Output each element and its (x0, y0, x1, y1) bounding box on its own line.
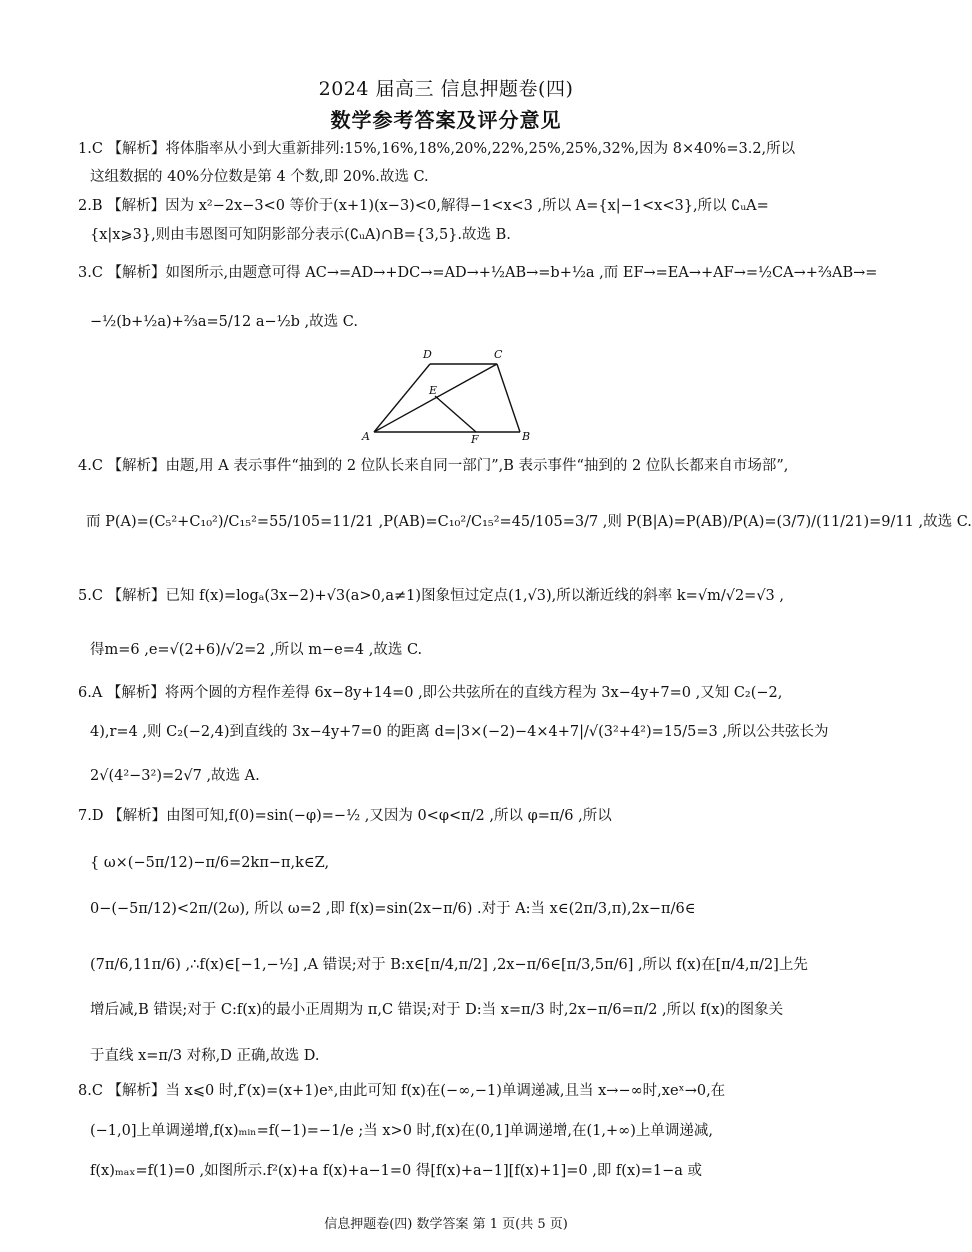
label-C: C (494, 348, 503, 361)
document-title: 2024 届高三 信息押题卷(四) (318, 78, 574, 100)
answer-line: (7π/6,11π/6) ,∴f(x)∈[−1,−½] ,A 错误;对于 B:x∈[π/4,π/2] ,2x−π/6∈[π/3,5π/6] ,所以 f(x)在[π/4,π/2]上先 (90, 957, 808, 973)
answer-line: 这组数据的 40%分位数是第 4 个数,即 20%.故选 C. (90, 169, 429, 185)
trapezoid-diagram (360, 344, 540, 444)
answer-line: 1.C 【解析】将体脂率从小到大重新排列:15%,16%,18%,20%,22%,25%,25%,32%,因为 8×40%=3.2,所以 (78, 141, 796, 157)
answer-line: f(x)ₘₐₓ=f(1)=0 ,如图所示.f²(x)+a f(x)+a−1=0 得[f(x)+a−1][f(x)+1]=0 ,即 f(x)=1−a 或 (90, 1163, 703, 1179)
answer-line: 0−(−5π/12)<2π/(2ω), 所以 ω=2 ,即 f(x)=sin(2x−π/6) .对于 A:当 x∈(2π/3,π),2x−π/6∈ (90, 901, 696, 917)
answer-line: 6.A 【解析】将两个圆的方程作差得 6x−8y+14=0 ,即公共弦所在的直线方程为 3x−4y+7=0 ,又知 C₂(−2, (78, 685, 783, 701)
answer-line: { ω×(−5π/12)−π/6=2kπ−π,k∈Z, (90, 855, 330, 871)
answer-line: 增后减,B 错误;对于 C:f(x)的最小正周期为 π,C 错误;对于 D:当 x=π/3 时,2x−π/6=π/2 ,所以 f(x)的图象关 (90, 1002, 784, 1018)
answer-line: 4),r=4 ,则 C₂(−2,4)到直线的 3x−4y+7=0 的距离 d=|3×(−2)−4×4+7|/√(3²+4²)=15/5=3 ,所以公共弦长为 (90, 724, 829, 740)
label-B: B (522, 430, 531, 443)
answer-line: 2√(4²−3²)=2√7 ,故选 A. (90, 768, 260, 784)
label-E: E (429, 384, 438, 397)
answer-line: 而 P(A)=(C₅²+C₁₀²)/C₁₅²=55/105=11/21 ,P(AB)=C₁₀²/C₁₅²=45/105=3/7 ,则 P(B|A)=P(AB)/P(A)=(3/7)/(11/21)=9/11 ,故选 C. (86, 514, 972, 530)
answer-line: 4.C 【解析】由题,用 A 表示事件“抽到的 2 位队长来自同一部门”,B 表示事件“抽到的 2 位队长都来自市场部”, (78, 458, 789, 474)
answer-line: (−1,0]上单调递增,f(x)ₘᵢₙ=f(−1)=−1/e ;当 x>0 时,f(x)在(0,1]单调递增,在(1,+∞)上单调递减, (90, 1123, 713, 1139)
document-subtitle: 数学参考答案及评分意见 (330, 108, 562, 132)
page-footer: 信息押题卷(四) 数学答案 第 1 页(共 5 页) (324, 1217, 568, 1232)
label-F: F (471, 433, 479, 446)
answer-line: 2.B 【解析】因为 x²−2x−3<0 等价于(x+1)(x−3)<0,解得−1<x<3 ,所以 A={x|−1<x<3},所以 ∁ᵤA= (78, 198, 769, 214)
answer-line: 8.C 【解析】当 x⩽0 时,f′(x)=(x+1)eˣ,由此可知 f(x)在(−∞,−1)单调递减,且当 x→−∞时,xeˣ→0,在 (78, 1083, 726, 1099)
label-D: D (423, 348, 432, 361)
answer-line: 3.C 【解析】如图所示,由题意可得 AC→=AD→+DC→=AD→+½AB→=b+½a ,而 EF→=EA→+AF→=½CA→+⅔AB→= (78, 265, 878, 281)
answer-line: 于直线 x=π/3 对称,D 正确,故选 D. (90, 1048, 320, 1064)
answer-line: {x|x⩾3},则由韦恩图可知阴影部分表示(∁ᵤA)∩B={3,5}.故选 B. (90, 227, 511, 243)
label-A: A (362, 430, 370, 443)
segment-EF (435, 396, 476, 432)
answer-line: 7.D 【解析】由图可知,f(0)=sin(−φ)=−½ ,又因为 0<φ<π/2 ,所以 φ=π/6 ,所以 (78, 808, 612, 824)
segment-CB (497, 364, 520, 432)
segment-AD (374, 364, 430, 432)
answer-line: −½(b+½a)+⅔a=5/12 a−½b ,故选 C. (90, 314, 358, 330)
answer-line: 得m=6 ,e=√(2+6)/√2=2 ,所以 m−e=4 ,故选 C. (90, 642, 423, 658)
answer-line: 5.C 【解析】已知 f(x)=logₐ(3x−2)+√3(a>0,a≠1)图象恒过定点(1,√3),所以渐近线的斜率 k=√m/√2=√3 , (78, 588, 785, 604)
segment-AC (374, 364, 497, 432)
